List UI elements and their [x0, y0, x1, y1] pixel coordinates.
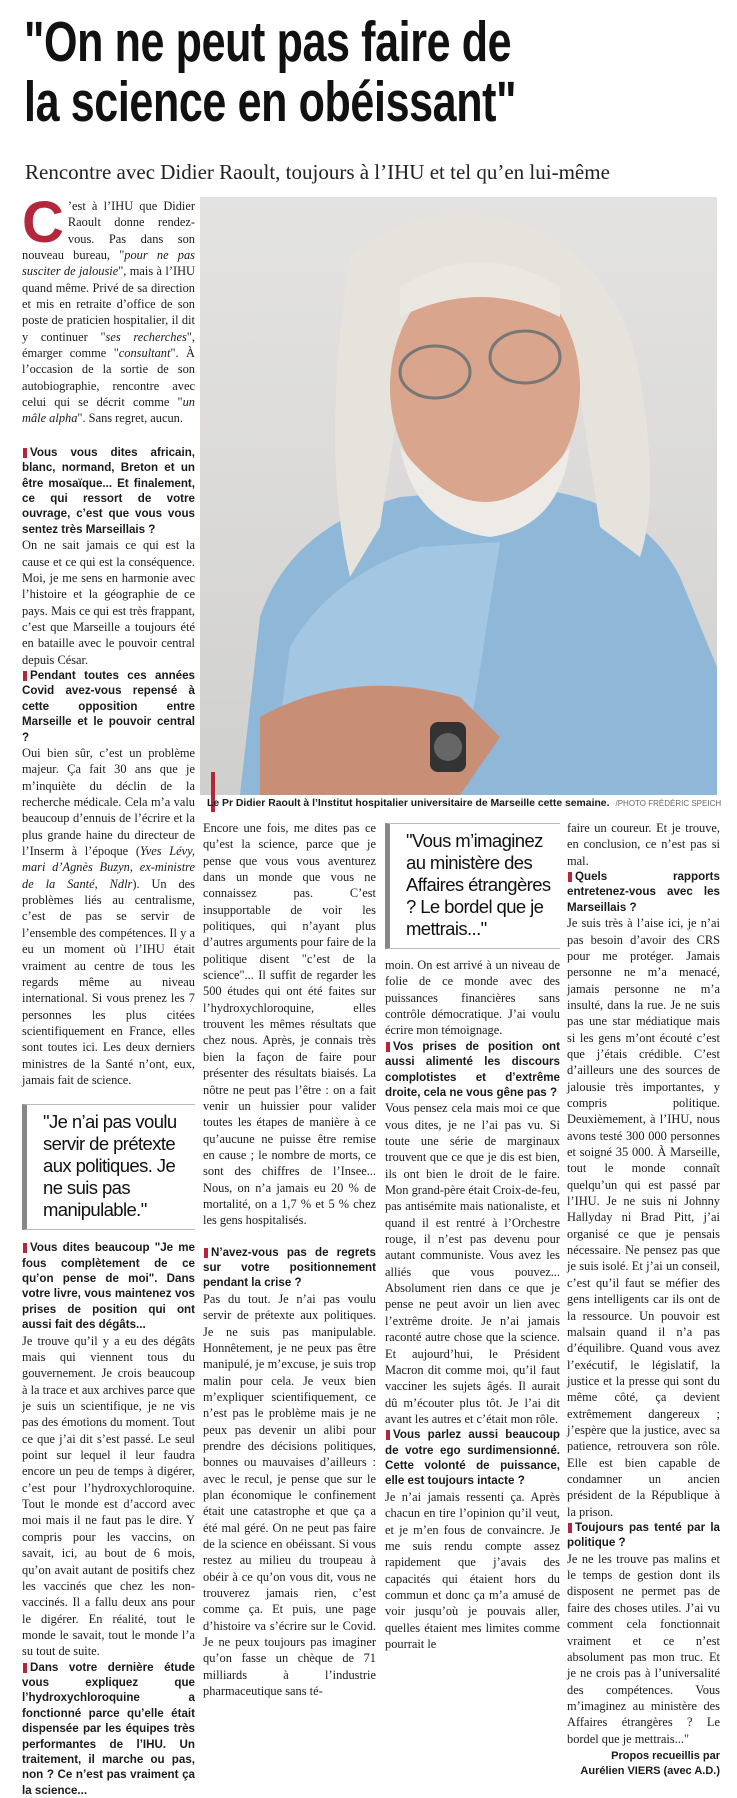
answer-text: Oui bien sûr, c’est un problème majeur. Ça fait 30 ans que je m’inquiète du déclin de la recherche médicale. Cela m’a valu beaucoup d’ennuis de l’écrire et la plus grande haine du directeur de l’Inserm à l’époque ( [22, 746, 195, 859]
subtitle: Rencontre avec Didier Raoult, toujours à l’IHU et tel qu’en lui-même [25, 160, 610, 184]
answer: Je n’ai jamais ressenti ça. Après chacun en tire l’opinion qu’il veut, et je m’en fous de convaincre. Je me suis rendu compte assez rapidement que j’avais des capacités qui étaient hors du commun et donc ça m’a amusé de voir jusqu’où je pouvais aller, quelles étaient mes limites comme pourrait le [385, 1489, 560, 1651]
caption-text: Le Pr Didier Raoult à l’Institut hospitalier universitaire de Marseille cette semaine. [207, 798, 610, 809]
question: Toujours pas tenté par la politique ? [567, 1520, 720, 1550]
byline-author: Aurélien VIERS (avec A.D.) [580, 1764, 720, 1777]
answer: Je suis très à l’aise ici, je n’ai pas besoin d’avoir des CRS pour me protéger. Jamais personne ne m’a menacé, jamais personne ne m’a insulté, dans la rue. Je ne suis pas une star médiatique mais si les gens m’ont écouté c’est que j’étais crédible. C’est d’ailleurs une des sources de jalousie très importantes, y compris politique. Deuxièmement, à l’IHU, nous avons testé 300 000 personnes et soigné 35 000. À Marseille, tout le monde connaît quelqu’un qui est passé par l’IHU. Je ne suis ni Johnny Hallyday ni Brad Pitt, j’ai organisé ce que je pensais nécessaire. Ne pensez pas que je suis isolé. Et j’ai un conseil, c’est qu’il faut se méfier des gens intelligents car ils ont de la ressource. Un pouvoir est malsain quand il n’a pas d’équilibre. Quand vous avez l’exécutif, le législatif, la justice et la presse qui sont du même côté, ça devient extrêmement dangereux ; j’espère que la justice, avec sa patience, retrouvera son rôle. Elle est bien capable de condamner un ancien président de la République à la prison. [567, 916, 720, 1519]
article-column-2 [203, 820, 376, 1699]
intro-quote: consultant [118, 346, 171, 361]
question: Vos prises de position ont aussi alimenté les discours complotistes et d’extrême droite, cela ne vous gêne pas ? [385, 1039, 560, 1099]
answer [22, 745, 195, 1088]
intro-quote: un mâle alpha [22, 395, 195, 426]
answer: Encore une fois, me dites pas ce qu’est la science, parce que je pense que vous vous aventurez dans un monde que vous ne connaissez pas. C’est insupportable de voir les politiques, qui n’ayant plus d’autres arguments pour faire de la politique disent "c’est de la science"... Il suffit de regarder les 500 études qui ont été faites sur l’hydroxychloroquine, elles trouvent les mêmes résultats que chez nous. Après, je connais très bien la façon de faire pour présenter des résultats biaisés. La nôtre ne peut pas l’être : on a fait venir un huissier pour valider toutes les étapes de manière à ce qu’aucune ne puisse être remise en cause ; le nombre de morts, ce sont des chiffres de l’Insee... Nous, on n’a jamais eu 20 % de mortalité, on a 1,7 % et 5 % chez les gens hospitalisés. [203, 821, 376, 1228]
question: Vous vous dites africain, blanc, normand, Breton et un être mosaïque... Et finalement, ce qui ressort de votre ouvrage, c’est que vous vous sentez très Marseillais ? [22, 445, 195, 536]
byline-line-1: Propos recueillis par [611, 1749, 720, 1762]
intro-text: ". Sans regret, aucun. [77, 411, 183, 426]
answer: faire un coureur. Et je trouve, en conclusion, ce n’est pas si mal. [567, 821, 720, 868]
intro-text: ", mais à l’IHU quand même. Privé de sa direction et mis en retraite d’office de son poste de praticien hospitalier, il dit y continuer " [22, 264, 196, 344]
headline-line-1: "On ne peut pas faire de [24, 10, 512, 74]
question: Quels rapports entretenez-vous avec les Marseillais ? [567, 870, 720, 914]
article-column-1 [22, 190, 196, 1798]
question: N’avez-vous pas de regrets sur votre positionnement pendant la crise ? [203, 1245, 376, 1290]
portrait-photo [200, 197, 717, 795]
answer: Pas du tout. Je n’ai pas voulu servir de prétexte aux politiques. Je ne suis pas manipulable. Honnêtement, je ne peux pas être manipulé, je m’excuse, je suis trop malin pour cela. Je veux bien m’expliquer scientifiquement, ce n’est pas le problème mais je ne peux pas devenir un alibi pour prendre des décisions politiques, bonnes ou mauvaises d’ailleurs : avec le recul, je pense que sur le plan économique le confinement était une catastrophe et que ça a été mal géré. On ne peut pas faire de la science en obéissant. Si vous restez au milieu du troupeau à obéir à ce qu’on vous dit, vous ne trouverez jamais rien, c’est comme ça. Et puis, une page d’histoire va s’écrire sur le Covid. Je ne peux toujours pas imaginer qu’on fasse un chèque de 71 milliards à l’industrie pharmaceutique sans té- [203, 1291, 376, 1699]
photo-credit: /PHOTO FRÉDÉRIC SPEICH [615, 799, 722, 808]
intro-paragraph [22, 190, 196, 427]
headline-line-2: la science en obéissant" [24, 70, 517, 134]
answer: Je trouve qu’il y a eu des dégâts mais qui viennent tous du gouvernement. Je crois beaucoup à la trace et aux archives parce que je suis un scientifique, je ne vis pas des émotions du moment. Tout ce que j’ai dit s’est passé. Le seul point sur lequel il leur faudra encore un peu de temps à digérer, c’est pour l’hydroxychloroquine. Tout le monde est d’accord avec moi mais il ne faut pas le dire. Y compris pour les vaccins, on savait, ici, au bout de 6 mois, qu’on avait autant de positifs chez les vaccinés que chez les non-vaccinés. Il a fallu deux ans pour le digérer. En réalité, tout le monde le savait, tout le monde l’a su tout de suite. [22, 1333, 196, 1659]
intro-quote: ses recherches [105, 329, 187, 344]
drop-cap: C [22, 190, 64, 255]
answer: moin. On est arrivé à un niveau de folie de ce monde avec des puissances financières sans contrôle démocratique. J’ai voulu écrire mon témoignage. [385, 958, 560, 1038]
answer-text: ). Un des problèmes liés au centralisme, c’est de pas se servir de l’ensemble des compétences. Il y a eu un moment où l’IHU était vraiment au centre de tous les regards même au niveau international. Si vous prenez les 7 personnes les plus citées scientifiquement en France, elles sont toutes ici. Les deux derniers ministres de la Santé n’ont, eux, jamais fait de science. [22, 876, 195, 1087]
pull-quote: "Vous m’imaginez au ministère des Affaires étrangères ? Le bordel que je mettrais..." [385, 823, 560, 949]
question: Pendant toutes ces années Covid avez-vous repensé à cette opposition entre Marseille et le pouvoir central ? [22, 669, 195, 744]
article-column-4 [567, 820, 720, 1779]
question: Dans votre dernière étude vous expliquez que l’hydroxychloroquine a fonctionné parce qu’elle était dispensée par les équipes très performantes de l’IHU. Un traitement, il marche ou pas, non ? Ce n’est pas vraiment ça la science... [22, 1660, 195, 1797]
answer: On ne sait jamais ce qui est la cause et ce qui est la conséquence. Moi, je me sens en harmonie avec l’histoire et la géographie de ce pays. Mais ce qui est très frappant, c’est que Marseille a toujours été en bataille avec le pouvoir central depuis César. [22, 538, 195, 667]
byline [567, 1749, 720, 1779]
answer: Je ne les trouve pas malins et le temps de gestion dont ils disposent ne permet pas de faire des choses utiles. J’ai vu comment cela fonctionnait vraiment et ce n’est absolument pas mon truc. Et je ne crois pas à l’universalité des compétences. Vous m’imaginez au ministère des Affaires étrangères ? Le bordel que je mettrais..." [567, 1551, 720, 1746]
intro-quote: pour ne pas susciter de jalousie [22, 248, 195, 279]
answer: Vous pensez cela mais moi ce que vous dites, je ne l’ai pas vu. Si toute une série de marginaux trouvent que ce que je dis est bien, ils ont bien le droit de le faire. Mon grand-père était Croix-de-feu, pas antisémite mais nationaliste, et quand il est rentré à l’Orchestre rouge, il n’est pas devenu pour autant communiste. Vous avez les alliés que vous pouvez... Absolument rien dans ce que je pense ne peut avoir un lien avec l’extrême droite. Je n’ai jamais raconté autre chose que la science. Et aujourd’hui, le Président Macron dit comme moi, qu’il faut vacciner les sujets âgés. Il aurait dû m’écouter plus tôt. Je l’ai dit avant les autres et c’était mon rôle. [385, 1101, 560, 1426]
editor-note: Yves Lévy, mari d’Agnès Buzyn, ex-ministre de la Santé, Ndlr [22, 844, 195, 891]
intro-text: ", émarger comme " [22, 329, 195, 361]
article-column-3 [385, 823, 560, 1652]
pull-quote: "Je n’ai pas voulu servir de prétexte aux politiques. Je ne suis pas manipulable." [22, 1104, 195, 1230]
question: Vous dites beaucoup "Je me fous complètement de ce qu’on pense de moi". Dans votre livre, vous maintenez vos prises de position qui ont aussi fait des dégâts... [22, 1241, 195, 1332]
question: Vous parlez aussi beaucoup de votre ego surdimensionné. Cette volonté de puissance, elle est toujours intacte ? [385, 1428, 560, 1488]
headline [24, 12, 704, 132]
photo-caption [207, 798, 727, 809]
intro-text: ". À l’occasion de la sortie de son autobiographie, rencontre avec celui qui se décrit comme " [22, 346, 195, 410]
portrait-illustration [200, 197, 717, 795]
intro-text: ’est à l’IHU que Didier Raoult donne rendez-vous. Pas dans son nouveau bureau, " [22, 199, 195, 263]
